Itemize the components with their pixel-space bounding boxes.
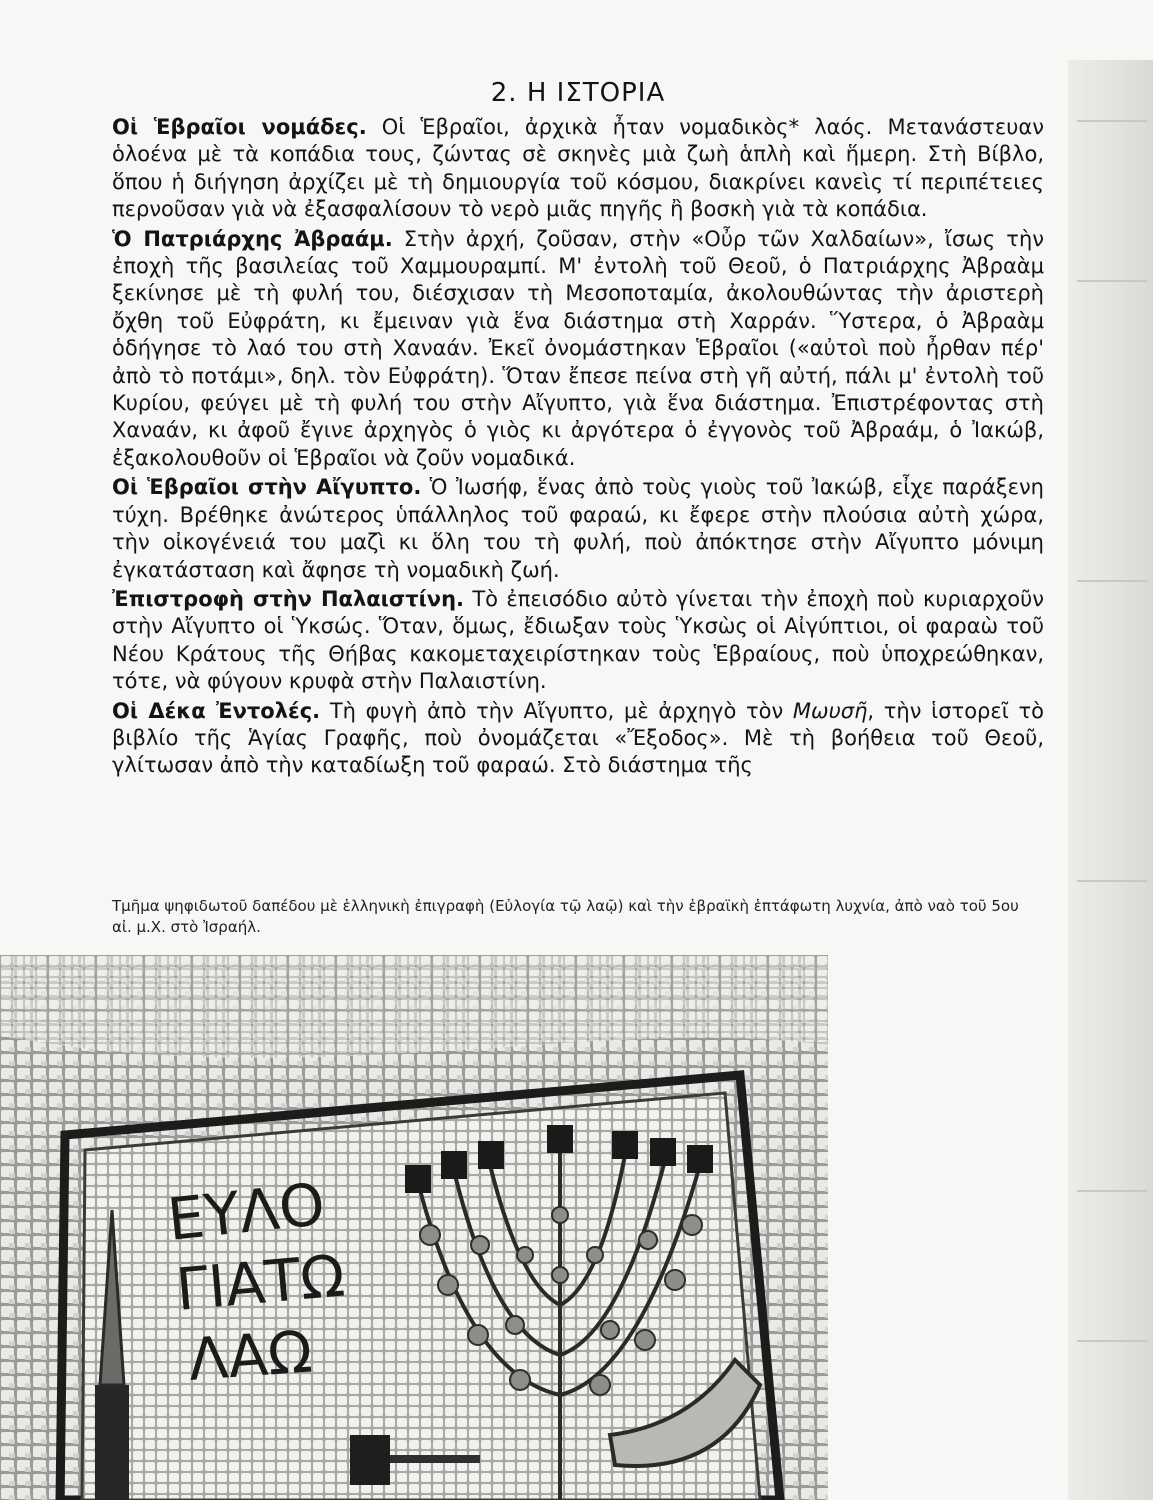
- mosaic-photo: [0, 955, 828, 1500]
- paragraph-text: , τὴν ἱστορεῖ τὸ βιβλίο τῆς Ἁγίας Γραφῆς, ποὺ ὀνομάζεται «Ἔξοδος». Μὲ τὴ βοήθεια τοῦ Θεοῦ, γλίτωσαν ἀπὸ τὴν καταδίωξη τοῦ φαραώ. Στὸ διάστημα τῆς: [112, 698, 1045, 778]
- inscription-line: ΕΥΛΟ: [164, 1169, 329, 1254]
- paragraph-lead: Οἱ Ἑβραῖοι νομάδες.: [112, 115, 367, 139]
- paragraph-text: Τὴ φυγὴ ἀπὸ τὴν Αἴγυπτο, μὲ ἀρχηγὸ τὸν: [320, 698, 793, 723]
- paragraph-egypt: [112, 474, 1044, 584]
- paragraph-text: Τὸ ἐπεισόδιο αὐτὸ γίνεται τὴν ἐποχὴ ποὺ κυριαρχοῦν στὴν Αἴγυπτο οἱ Ὑκσώς. Ὅταν, ὅμως, ἔδιωξαν τοὺς Ὑκσὼς οἱ Αἰγύπτιοι, οἱ φαραὼ τοῦ Νέου Κράτους τῆς Θήβας κακομεταχειρίστηκαν τοὺς Ἑβραίους, ποὺ ὑποχρεώθηκαν, τότε, νὰ φύγουν κρυφὰ στὴν Παλαιστίνη.: [112, 586, 1044, 694]
- section-heading: 2. Η ΙΣΤΟΡΙΑ: [490, 78, 666, 108]
- paragraph-text: Οἱ Ἑβραῖοι, ἀρχικὰ ἦταν νομαδικὸς* λαός. Μετανάστευαν ὁλοένα μὲ τὰ κοπάδια τους, ζώντας σὲ σκηνὲς μιὰ ζωὴ ἁπλὴ καὶ ἥμερη. Στὴ Βίβλο, ὅπου ἡ διήγηση ἀρχίζει μὲ τὴ δημιουργία τοῦ κόσμου, διακρίνει κανεὶς τί περιπέτειες περνοῦσαν γιὰ νὰ ἐξασφαλίσουν τὸ νερὸ μιᾶς πηγῆς ἢ βοσκὴ γιὰ τὰ κοπάδια.: [112, 115, 1045, 222]
- paragraph-text: Ὁ Ἰωσήφ, ἕνας ἀπὸ τοὺς γιοὺς τοῦ Ἰακώβ, εἶχε παράξενη τύχη. Βρέθηκε ἀνώτερος ὑπάλληλος τοῦ φαραώ, κι ἔφερε στὴν πλούσια αὐτὴ χώρα, τὴν οἰκογένειά του μαζὶ κι ὅλη του τὴ φυλή, ποὺ ἀπόκτησε στὴν Αἴγυπτο μόνιμη ἐγκατάσταση καὶ ἄφησε τὴ νομαδικὴ ζωή.: [112, 475, 1044, 582]
- paragraph-return: [112, 586, 1044, 696]
- paragraph-nomads: [112, 114, 1044, 224]
- paragraph-italic: Μωυσῆ: [792, 698, 868, 723]
- inscription-line: ΛΑΩ: [186, 1317, 315, 1394]
- inscription-line: ΓΙΑΤΩ: [173, 1241, 348, 1324]
- paragraph-commandments: [112, 698, 1044, 780]
- paragraph-abraham: [112, 226, 1044, 473]
- paragraph-lead: Ἐπιστροφὴ στὴν Παλαιστίνη.: [112, 586, 465, 611]
- mosaic-illustration: [0, 955, 828, 1500]
- paragraph-lead: Οἱ Δέκα Ἐντολές.: [112, 698, 321, 723]
- facing-page-bleed: [1068, 60, 1153, 1500]
- paragraph-lead: Οἱ Ἑβραῖοι στὴν Αἴγυπτο.: [112, 475, 422, 500]
- paragraph-lead: Ὁ Πατριάρχης Ἀβραάμ.: [112, 226, 393, 251]
- figure-caption: Τμῆμα ψηφιδωτοῦ δαπέδου μὲ ἑλληνικὴ ἐπιγραφὴ (Εὐλογία τῷ λαῷ) καὶ τὴν ἑβραϊκὴ ἑπτάφωτη λυχνία, ἀπὸ ναὸ τοῦ 5ου αἰ. μ.Χ. στὸ Ἰσραήλ.: [112, 897, 1019, 936]
- paragraph-text: Στὴν ἀρχή, ζοῦσαν, στὴν «Οὖρ τῶν Χαλδαίων», ἴσως τὴν ἐποχὴ τῆς βασιλείας τοῦ Χαμμουραμπί. Μ' ἐντολὴ τοῦ Θεοῦ, ὁ Πατριάρχης Ἀβραὰμ ξεκίνησε μὲ τὴ φυλή του, διέσχισαν τὴ Μεσοποταμία, ἀκολουθώντας τὴν ἀριστερὴ ὄχθη τοῦ Εὐφράτη, κι ἔμειναν γιὰ ἕνα διάστημα στὴ Χαρράν. Ὕστερα, ὁ Ἀβραὰμ ὁδήγησε τὸ λαό του στὴ Χαναάν. Ἐκεῖ ὀνομάστηκαν Ἑβραῖοι («αὐτοὶ ποὺ ἦρθαν πέρ' ἀπὸ τὸ ποτάμι», δηλ. τὸν Εὐφράτη). Ὅταν ἔπεσε πείνα στὴ γῆ αὐτή, πάλι μ' ἐντολὴ τοῦ Κυρίου, φεύγει μὲ τὴ φυλή του στὴν Αἴγυπτο, γιὰ ἕνα διάστημα. Ἐπιστρέφοντας στὴ Χαναάν, κι ἀφοῦ ἔγινε ἀρχηγὸς ὁ γιὸς κι ἀργότερα ὁ ἐγγονὸς τοῦ Ἀβραάμ, ὁ Ἰακώβ, ἐξακολουθοῦν οἱ Ἑβραῖοι νὰ ζοῦν νομαδικά.: [112, 226, 1044, 470]
- article-body: [112, 78, 1044, 782]
